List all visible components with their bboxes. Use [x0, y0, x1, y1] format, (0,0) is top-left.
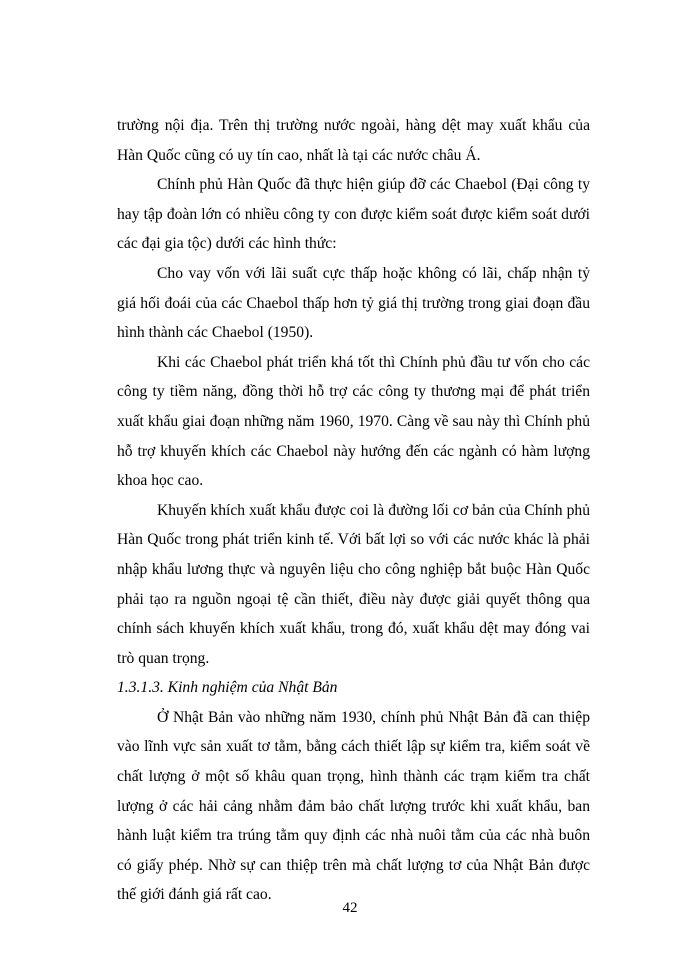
paragraph-government-support: Chính phủ Hàn Quốc đã thực hiện giúp đỡ các Chaebol (Đại công ty hay tập đoàn lớn có nhiều công ty con được kiểm soát được kiểm soát dưới các đại gia tộc) dưới các hình thức:	[117, 176, 590, 253]
page-number: 42	[342, 900, 358, 916]
section-heading: 1.3.1.3. Kinh nghiệm của Nhật Bản	[117, 679, 338, 697]
paragraph-investment: Khi các Chaebol phát triển khá tốt thì Chính phủ đầu tư vốn cho các công ty tiềm năng, đồng thời hỗ trợ các công ty thương mại để phát triển xuất khẩu giai đoạn những năm 1960, 1970. Càng về sau này thì Chính phủ hỗ trợ khuyến khích các Chaebol này hướng đến các ngành có hàm lượng khoa học cao.	[117, 353, 590, 490]
paragraph-japan: Ở Nhật Bản vào những năm 1930, chính phủ Nhật Bản đã can thiệp vào lĩnh vực sản xuất tơ tằm, bằng cách thiết lập sự kiểm tra, kiểm soát về chất lượng ở một số khâu quan trọng, hình thành các trạm kiểm tra chất lượng ở các hải cảng nhằm đảm bảo chất lượng trước khi xuất khẩu, ban hành luật kiểm tra trúng tằm quy định các nhà nuôi tằm của các nhà buôn có giấy phép. Nhờ sự can thiệp trên mà chất lượng tơ của Nhật Bản được thế giới đánh giá rất cao.	[117, 708, 590, 904]
paragraph-export-promotion: Khuyến khích xuất khẩu được coi là đường lối cơ bản của Chính phủ Hàn Quốc trong phát triển kinh tế. Với bất lợi so với các nước khác là phải nhập khẩu lương thực và nguyên liệu cho công nghiệp bắt buộc Hàn Quốc phải tạo ra nguồn ngoại tệ cần thiết, điều này được giải quyết thông qua chính sách khuyến khích xuất khẩu, trong đó, xuất khẩu dệt may đóng vai trò quan trọng.	[117, 501, 590, 667]
document-body	[117, 111, 590, 910]
paragraph-continuation: trường nội địa. Trên thị trường nước ngoài, hàng dệt may xuất khẩu của Hàn Quốc cũng có uy tín cao, nhất là tại các nước châu Á.	[117, 117, 590, 164]
paragraph-loans: Cho vay vốn với lãi suất cực thấp hoặc không có lãi, chấp nhận tỷ giá hối đoái của các Chaebol thấp hơn tỷ giá thị trường trong giai đoạn đầu hình thành các Chaebol (1950).	[117, 264, 590, 342]
